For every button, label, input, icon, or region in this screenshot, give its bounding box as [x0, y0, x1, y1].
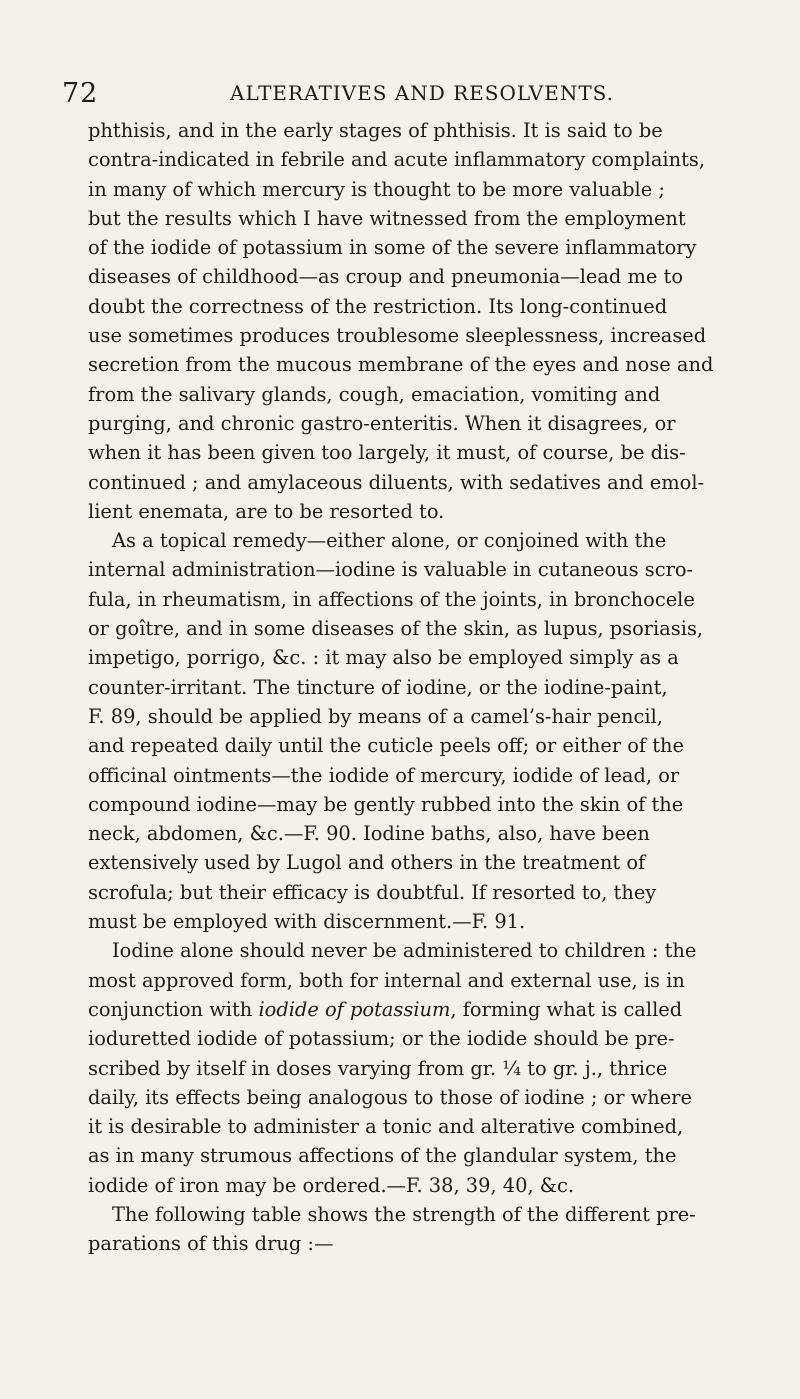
text-line: scribed by itself in doses varying from gr. ¼ to gr. j., thrice: [88, 1056, 668, 1080]
text-segment: , forming what is called: [450, 997, 683, 1021]
page-header: [62, 78, 764, 108]
text-line: or goître, and in some diseases of the skin, as lupus, psoriasis,: [88, 617, 704, 641]
text-line: parations of this drug :—: [88, 1232, 334, 1256]
text-line: diseases of childhood—as croup and pneumonia—lead me to: [88, 265, 684, 289]
text-line: ioduretted iodide of potassium; or the iodide should be pre-: [88, 1027, 675, 1051]
text-line: counter-irritant. The tincture of iodine, or the iodine-paint,: [88, 675, 668, 699]
text-line: from the salivary glands, cough, emaciation, vomiting and: [88, 382, 661, 406]
text-line: scrofula; but their efficacy is doubtful. If resorted to, they: [88, 880, 657, 904]
text-line: secretion from the mucous membrane of the eyes and nose and: [88, 353, 714, 377]
text-line: iodide of iron may be ordered.—F. 38, 39, 40, &c.: [88, 1173, 575, 1197]
text-line: fula, in rheumatism, in affections of the joints, in bronchocele: [88, 587, 695, 611]
text-line: impetigo, porrigo, &c. : it may also be employed simply as a: [88, 646, 679, 670]
text-line: purging, and chronic gastro-enteritis. When it disagrees, or: [88, 411, 676, 435]
text-line: doubt the correctness of the restriction. Its long-continued: [88, 294, 668, 318]
text-line: in many of which mercury is thought to be more valuable ;: [88, 177, 665, 201]
text-line: continued ; and amylaceous diluents, with sedatives and emol-: [88, 470, 705, 494]
paragraph-start-line: The following table shows the strength of the different pre-: [112, 1202, 696, 1226]
text-line: it is desirable to administer a tonic and alterative combined,: [88, 1115, 684, 1139]
text-line: F. 89, should be applied by means of a camel’s-hair pencil,: [88, 704, 663, 728]
page-number: 72: [62, 78, 99, 109]
text-line: officinal ointments—the iodide of mercury, iodide of lead, or: [88, 763, 680, 787]
italic-term: iodide of potassium: [258, 997, 451, 1021]
paragraph-start-line: Iodine alone should never be administered to children : the: [112, 939, 697, 963]
body-text: [88, 116, 800, 1259]
text-line: daily, its effects being analogous to those of iodine ; or where: [88, 1085, 692, 1109]
text-line: and repeated daily until the cuticle peels off; or either of the: [88, 734, 685, 758]
text-line: lient enemata, are to be resorted to.: [88, 499, 445, 523]
text-line: neck, abdomen, &c.—F. 90. Iodine baths, also, have been: [88, 822, 650, 846]
text-line: when it has been given too largely, it must, of course, be dis-: [88, 441, 686, 465]
text-line: extensively used by Lugol and others in the treatment of: [88, 851, 646, 875]
text-line: most approved form, both for internal and external use, is in: [88, 968, 685, 992]
text-line: must be employed with discernment.—F. 91.: [88, 910, 526, 934]
text-line: of the iodide of potassium in some of the severe inflammatory: [88, 236, 697, 260]
text-line: contra-indicated in febrile and acute inflammatory complaints,: [88, 148, 706, 172]
text-line: internal administration—iodine is valuable in cutaneous scro-: [88, 558, 694, 582]
text-line: but the results which I have witnessed from the employment: [88, 206, 686, 230]
text-line: as in many strumous affections of the glandular system, the: [88, 1144, 677, 1168]
text-line: compound iodine—may be gently rubbed into the skin of the: [88, 792, 684, 816]
text-line-with-italic: [88, 995, 800, 1024]
paragraph-start-line: As a topical remedy—either alone, or conjoined with the: [112, 529, 667, 553]
text-segment: conjunction with: [88, 997, 259, 1021]
text-line: phthisis, and in the early stages of phthisis. It is said to be: [88, 119, 663, 142]
running-head: ALTERATIVES AND RESOLVENTS.: [230, 81, 615, 105]
text-line: use sometimes produces troublesome sleeplessness, increased: [88, 324, 707, 348]
